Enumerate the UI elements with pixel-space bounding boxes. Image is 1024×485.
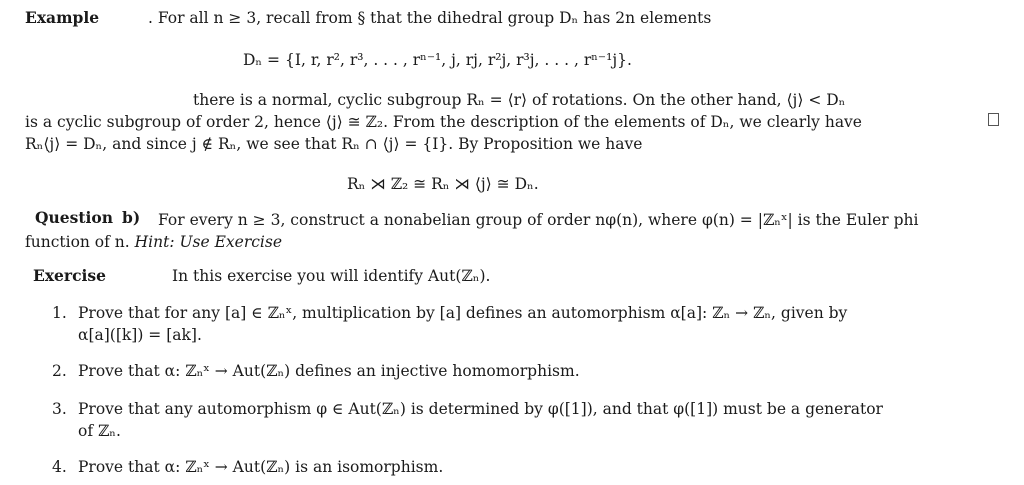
dihedral-formula: Dₙ = {I, r, r², r³, . . . , rⁿ⁻¹, j, rj, r²j, r³j, . . . , rⁿ⁻¹j}.	[243, 51, 632, 69]
question-hint: Hint: Use Exercise	[134, 233, 283, 251]
item-number: 4.	[52, 458, 67, 476]
example-para-line-2: is a cyclic subgroup of order 2, hence ⟨j⟩ ≅ ℤ₂. From the description of the elements of Dₙ, we clearly have	[25, 113, 862, 131]
exercise-item-2	[52, 361, 580, 381]
question-text-line-2	[25, 232, 282, 252]
question-label: Question	[35, 208, 114, 227]
exercise-item-4	[52, 457, 443, 477]
example-intro: . For all n ≥ 3, recall from § that the dihedral group Dₙ has 2n elements	[148, 9, 712, 27]
semidirect-formula: Rₙ ⋊ ℤ₂ ≅ Rₙ ⋊ ⟨j⟩ ≅ Dₙ.	[347, 175, 539, 193]
qed-box-icon	[988, 113, 999, 126]
exercise-item-3	[52, 399, 883, 419]
exercise-intro: In this exercise you will identify Aut(ℤₙ).	[172, 267, 491, 285]
item-number: 1.	[52, 304, 67, 322]
item-number: 3.	[52, 400, 67, 418]
question-text-plain: function of n.	[25, 233, 135, 251]
item-text: Prove that α: ℤₙˣ → Aut(ℤₙ) defines an injective homomorphism.	[78, 362, 580, 380]
exercise-label: Exercise	[33, 266, 106, 285]
exercise-item-1	[52, 303, 847, 323]
item-text: Prove that α: ℤₙˣ → Aut(ℤₙ) is an isomorphism.	[78, 458, 444, 476]
question-part: b)	[122, 208, 141, 227]
example-para-line-1: there is a normal, cyclic subgroup Rₙ = ⟨r⟩ of rotations. On the other hand, ⟨j⟩ < Dₙ	[193, 91, 846, 109]
item-text: Prove that any automorphism φ ∈ Aut(ℤₙ) is determined by φ([1]), and that φ([1]) must be a generator	[78, 400, 883, 418]
example-para-line-3: Rₙ⟨j⟩ = Dₙ, and since j ∉ Rₙ, we see that Rₙ ∩ ⟨j⟩ = {I}. By Proposition we have	[25, 135, 643, 153]
example-label: Example	[25, 8, 100, 27]
item-text: Prove that for any [a] ∈ ℤₙˣ, multiplication by [a] defines an automorphism α[a]: ℤₙ → ℤₙ, given by	[78, 304, 848, 322]
exercise-item-3-line-2: of ℤₙ.	[78, 422, 121, 440]
item-number: 2.	[52, 362, 67, 380]
question-text-line-1: For every n ≥ 3, construct a nonabelian group of order nφ(n), where φ(n) = |ℤₙˣ| is the Euler phi	[158, 211, 919, 229]
exercise-item-1-line-2: α[a]([k]) = [ak].	[78, 326, 202, 344]
